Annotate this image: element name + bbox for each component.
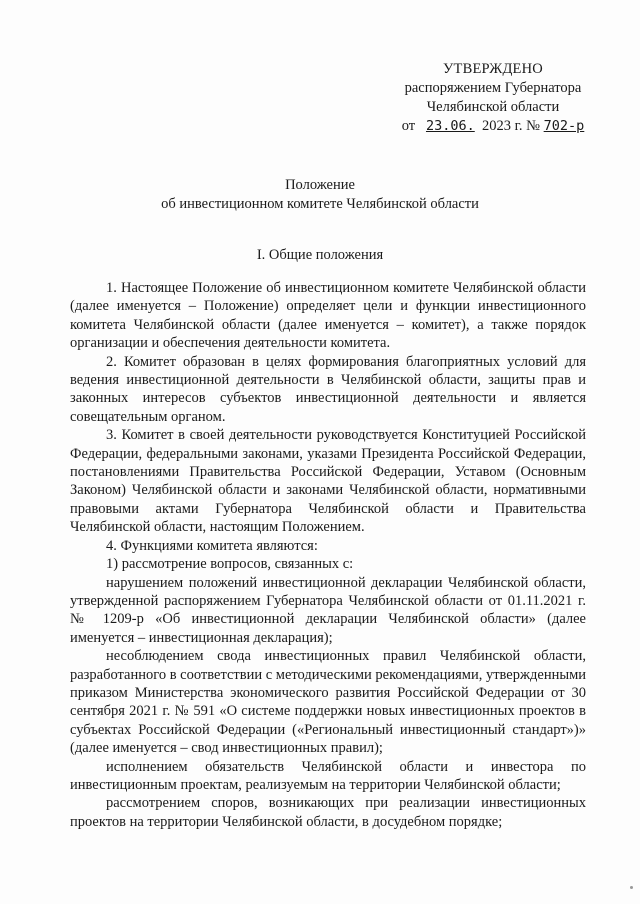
paragraph-investment-rules: несоблюдением свода инвестиционных правил Челябинской области, разработанного в соответствии с методическими рекомендациями, утвержденными приказом Министерства экономического развития Российской Федерации от 30 сентября 2021 г. № 591 «О системе поддержки новых инвестиционных проектов в субъектах Российской Федерации («Региональный инвестиционный стандарт»)» (далее именуется – свод инвестиционных правил); (70, 648, 587, 757)
section-heading: I. Общие положения (256, 247, 384, 263)
paragraph-obligations: исполнением обязательств Челябинской области и инвестора по инвестиционным проектам, реализуемым на территории Челябинской области; (70, 758, 586, 793)
approval-date-line (388, 117, 598, 136)
paragraph-1: 1. Настоящее Положение об инвестиционном комитете Челябинской области (далее именуется – Положение) определяет цели и функции инвестиционного комитета Челябинской области (далее именуется – комитет), а также порядок организации и обеспечения деятельности комитета. (70, 280, 586, 352)
document-title (0, 176, 640, 214)
paragraph-3: 3. Комитет в своей деятельности руководствуется Конституцией Российской Федерации, федеральными законами, указами Президента Российской Федерации, постановлениями Правительства Российской Федерации, Уставом (Основным Законом) Челябинской области и законами Челябинской области, нормативными правовыми актами Губернатора Челябинской области и Правительства Челябинской области, настоящим Положением. (70, 427, 586, 536)
scan-artifact (630, 886, 633, 889)
approval-stamp-block (388, 60, 598, 136)
approval-line-1: распоряжением Губернатора (404, 80, 582, 96)
document-title-line-2: об инвестиционном комитете Челябинской области (161, 196, 479, 212)
paragraph-4-item-1: 1) рассмотрение вопросов, связанных с: (106, 556, 354, 573)
approval-year: 2023 г. № (482, 118, 541, 134)
approval-line-2: Челябинской области (426, 99, 560, 115)
paragraph-2: 2. Комитет образован в целях формирования благоприятных условий для ведения инвестиционной деятельности в Челябинской области, защиты прав и законных интересов субъектов инвестиционной деятельности и является совещательным органом. (70, 353, 586, 425)
approval-from-label: от (401, 118, 416, 134)
approval-number: 702-р (543, 118, 585, 134)
paragraph-4: 4. Функциями комитета являются: (106, 537, 318, 554)
approval-date: 23.06. (425, 118, 475, 134)
document-title-line-1: Положение (285, 177, 355, 193)
paragraph-disputes: рассмотрением споров, возникающих при реализации инвестиционных проектов на территории Челябинской области, в досудебном порядке; (70, 795, 586, 830)
approval-title: УТВЕРЖДЕНО (443, 61, 543, 77)
paragraph-declaration: нарушением положений инвестиционной декларации Челябинской области, утвержденной распоряжением Губернатора Челябинской области от 01.11.2021 г. № 1209-р «Об инвестиционной декларации Челябинской области» (далее именуется – инвестиционная декларация); (70, 574, 586, 646)
document-body (70, 279, 586, 831)
